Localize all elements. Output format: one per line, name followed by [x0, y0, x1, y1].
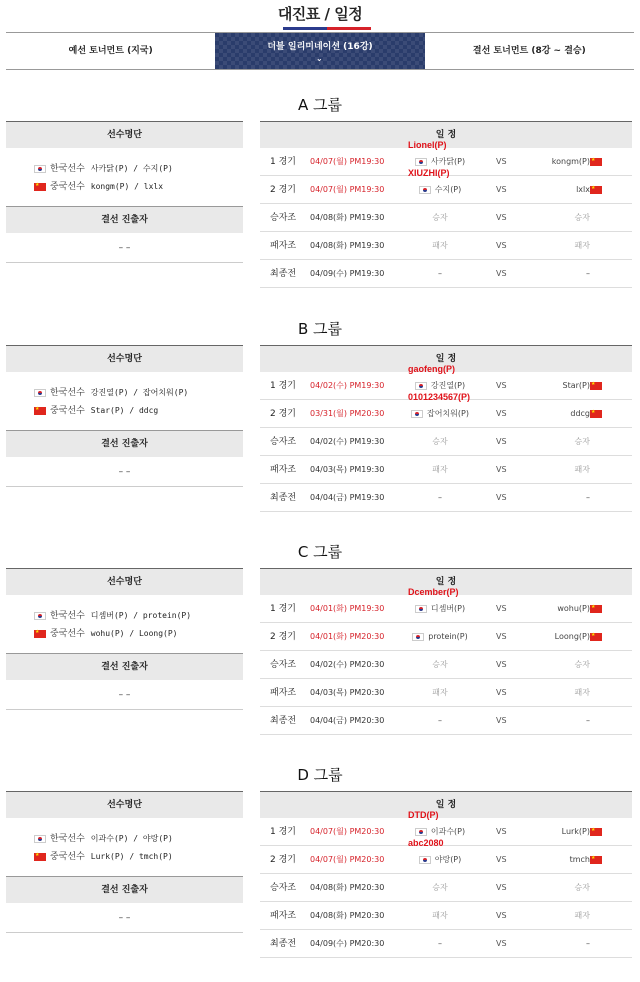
tab-double-elimination[interactable] — [215, 33, 424, 69]
handwritten-annotation: Dcember(P) — [408, 587, 459, 597]
chevron-down-icon: ⌄ — [315, 54, 323, 63]
match-label: 최종전 — [270, 269, 297, 279]
advancers-header: 결선 진출자 — [6, 876, 243, 903]
match-player2: 패자 — [574, 465, 590, 474]
match-player1: 패자 — [432, 241, 448, 250]
player1-name: 강진열(P) — [430, 381, 466, 390]
player2-name: tmch — [569, 855, 590, 864]
chinese-players-row — [34, 402, 243, 420]
chinese-players-label: 중국선수 — [50, 406, 85, 416]
match-label: 2 경기 — [270, 855, 296, 865]
chinese-players-row — [34, 178, 243, 196]
china-flag-icon — [34, 183, 46, 191]
match-date: 04/08(화) PM20:30 — [310, 911, 385, 920]
match-row-final — [260, 930, 632, 958]
match-date: 04/01(화) PM20:30 — [310, 632, 385, 641]
group-title: C 그룹 — [297, 543, 343, 561]
title-underline — [283, 27, 371, 30]
match-player2: – — [586, 716, 590, 725]
vs-label: VS — [496, 381, 507, 390]
korea-flag-icon — [415, 828, 427, 836]
match-player1: 패자 — [432, 465, 448, 474]
match-player2 — [518, 372, 608, 400]
korea-flag-icon — [415, 605, 427, 613]
match-row-game2 — [260, 838, 632, 874]
players-list — [6, 372, 243, 430]
players-list — [6, 148, 243, 206]
match-player2 — [518, 846, 608, 874]
match-date: 04/07(월) PM19:30 — [310, 185, 385, 194]
match-player1 — [390, 846, 490, 874]
match-label: 패자조 — [270, 465, 297, 475]
match-label: 승자조 — [270, 213, 297, 223]
chinese-players: Star(P) / ddcg — [90, 406, 159, 415]
tournament-tabs — [6, 32, 634, 70]
match-player1 — [390, 623, 490, 651]
match-row-final — [260, 707, 632, 735]
match-date: 04/02(수) PM20:30 — [310, 660, 385, 669]
match-row-winners — [260, 204, 632, 232]
korea-flag-icon — [415, 158, 427, 166]
vs-label: VS — [496, 604, 507, 613]
match-date: 04/04(금) PM19:30 — [310, 493, 385, 502]
vs-label: VS — [496, 241, 507, 250]
match-player2: 승자 — [574, 437, 590, 446]
match-player1: 승자 — [432, 437, 448, 446]
match-player1 — [390, 176, 490, 204]
match-player1 — [390, 400, 490, 428]
match-label: 2 경기 — [270, 185, 296, 195]
korean-players-label: 한국선수 — [50, 834, 85, 844]
match-player2 — [518, 400, 608, 428]
vs-label: VS — [496, 185, 507, 194]
match-row-losers — [260, 232, 632, 260]
match-player2: – — [586, 493, 590, 502]
china-flag-icon — [590, 382, 602, 390]
players-panel — [6, 568, 243, 710]
advancers-value: – – — [6, 680, 243, 710]
advancers-value: – – — [6, 457, 243, 487]
match-date: 04/08(화) PM19:30 — [310, 213, 385, 222]
match-player2: 패자 — [574, 911, 590, 920]
vs-label: VS — [496, 465, 507, 474]
china-flag-icon — [34, 630, 46, 638]
match-label: 2 경기 — [270, 409, 296, 419]
chinese-players: wohu(P) / Loong(P) — [90, 629, 178, 638]
match-date: 04/09(수) PM20:30 — [310, 939, 385, 948]
match-row-final — [260, 484, 632, 512]
handwritten-annotation: XIUZHI(P) — [408, 168, 450, 178]
group-title: B 그룹 — [297, 320, 343, 338]
match-player1: – — [438, 716, 442, 725]
chinese-players-row — [34, 625, 243, 643]
korean-players: 사카닭(P) / 수지(P) — [90, 164, 173, 173]
chinese-players-label: 중국선수 — [50, 629, 85, 639]
vs-label: VS — [496, 716, 507, 725]
match-label: 1 경기 — [270, 157, 296, 167]
player2-name: Loong(P) — [554, 632, 590, 641]
handwritten-annotation: DTD(P) — [408, 810, 439, 820]
schedule-panel — [260, 568, 632, 735]
korea-flag-icon — [419, 186, 431, 194]
korea-flag-icon — [34, 612, 46, 620]
match-date: 04/02(수) PM19:30 — [310, 381, 385, 390]
schedule-header: 일 정 — [260, 791, 632, 818]
handwritten-annotation: 0101234567(P) — [408, 392, 471, 402]
match-label: 1 경기 — [270, 381, 296, 391]
match-label: 패자조 — [270, 688, 297, 698]
match-date: 04/02(수) PM19:30 — [310, 437, 385, 446]
match-date: 04/09(수) PM19:30 — [310, 269, 385, 278]
vs-label: VS — [496, 493, 507, 502]
match-date: 04/03(목) PM19:30 — [310, 465, 385, 474]
match-label: 2 경기 — [270, 632, 296, 642]
advancers-header: 결선 진출자 — [6, 653, 243, 680]
match-row-game2 — [260, 623, 632, 651]
chinese-players: kongm(P) / lxlx — [90, 182, 164, 191]
group-section — [0, 95, 640, 305]
schedule-header: 일 정 — [260, 568, 632, 595]
chinese-players-label: 중국선수 — [50, 852, 85, 862]
schedule-panel — [260, 121, 632, 288]
group-section — [0, 319, 640, 529]
chinese-players-label: 중국선수 — [50, 182, 85, 192]
match-date: 04/03(목) PM20:30 — [310, 688, 385, 697]
vs-label: VS — [496, 883, 507, 892]
match-player1: 패자 — [432, 688, 448, 697]
advancers-header: 결선 진출자 — [6, 430, 243, 457]
match-label: 1 경기 — [270, 827, 296, 837]
match-label: 승자조 — [270, 660, 297, 670]
korea-flag-icon — [411, 410, 423, 418]
player1-name: 수지(P) — [434, 185, 462, 194]
player1-name: 디셈버(P) — [430, 604, 466, 613]
china-flag-icon — [590, 828, 602, 836]
korean-players: 디셈버(P) / protein(P) — [90, 611, 192, 620]
match-player1: 승자 — [432, 213, 448, 222]
handwritten-annotation: Lionel(P) — [408, 140, 447, 150]
match-date: 04/07(월) PM20:30 — [310, 827, 385, 836]
korean-players: 강진열(P) / 잡어치워(P) — [90, 388, 189, 397]
match-player1: 패자 — [432, 911, 448, 920]
match-date: 04/07(월) PM19:30 — [310, 157, 385, 166]
vs-label: VS — [496, 409, 507, 418]
match-label: 패자조 — [270, 241, 297, 251]
page-title: 대진표 / 일정 — [277, 5, 363, 23]
china-flag-icon — [34, 853, 46, 861]
match-player2: 패자 — [574, 241, 590, 250]
vs-label: VS — [496, 269, 507, 278]
group-section — [0, 542, 640, 752]
group-title: A 그룹 — [297, 96, 342, 114]
player1-name: 사카닭(P) — [430, 157, 466, 166]
match-label: 최종전 — [270, 493, 297, 503]
match-row-game2 — [260, 392, 632, 428]
players-header: 선수명단 — [6, 121, 243, 148]
korea-flag-icon — [34, 389, 46, 397]
players-panel — [6, 121, 243, 263]
match-player2 — [518, 176, 608, 204]
match-row-game2 — [260, 168, 632, 204]
korean-players: 이과수(P) / 야랑(P) — [90, 834, 173, 843]
match-date: 04/08(화) PM20:30 — [310, 883, 385, 892]
schedule-header: 일 정 — [260, 345, 632, 372]
players-panel — [6, 791, 243, 933]
china-flag-icon — [590, 633, 602, 641]
vs-label: VS — [496, 911, 507, 920]
korean-players-row — [34, 160, 243, 178]
player2-name: Star(P) — [562, 381, 590, 390]
korea-flag-icon — [34, 835, 46, 843]
match-player1: – — [438, 493, 442, 502]
china-flag-icon — [590, 410, 602, 418]
match-player2: 승자 — [574, 883, 590, 892]
china-flag-icon — [590, 856, 602, 864]
vs-label: VS — [496, 827, 507, 836]
match-player2: 패자 — [574, 688, 590, 697]
match-row-losers — [260, 679, 632, 707]
match-row-game1 — [260, 810, 632, 846]
group-title: D 그룹 — [297, 766, 343, 784]
schedule-panel — [260, 791, 632, 958]
vs-label: VS — [496, 213, 507, 222]
group-section — [0, 765, 640, 975]
match-player1: – — [438, 939, 442, 948]
match-player2 — [518, 148, 608, 176]
match-player2: 승자 — [574, 660, 590, 669]
players-list — [6, 818, 243, 876]
china-flag-icon — [590, 186, 602, 194]
match-player2: – — [586, 269, 590, 278]
match-row-final — [260, 260, 632, 288]
match-label: 승자조 — [270, 883, 297, 893]
match-label: 승자조 — [270, 437, 297, 447]
players-panel — [6, 345, 243, 487]
match-player1 — [390, 595, 490, 623]
match-row-winners — [260, 651, 632, 679]
china-flag-icon — [590, 605, 602, 613]
match-player1: – — [438, 269, 442, 278]
schedule-panel — [260, 345, 632, 512]
match-date: 04/01(화) PM19:30 — [310, 604, 385, 613]
handwritten-annotation: abc2080 — [408, 838, 444, 848]
match-player2 — [518, 623, 608, 651]
vs-label: VS — [496, 688, 507, 697]
china-flag-icon — [590, 158, 602, 166]
advancers-value: – – — [6, 903, 243, 933]
handwritten-annotation: gaofeng(P) — [408, 364, 455, 374]
korea-flag-icon — [412, 633, 424, 641]
player2-name: kongm(P) — [551, 157, 590, 166]
china-flag-icon — [34, 407, 46, 415]
player1-name: 야랑(P) — [434, 855, 462, 864]
match-player2: 승자 — [574, 213, 590, 222]
vs-label: VS — [496, 939, 507, 948]
players-header: 선수명단 — [6, 791, 243, 818]
korea-flag-icon — [419, 856, 431, 864]
match-date: 04/07(월) PM20:30 — [310, 855, 385, 864]
match-player2 — [518, 595, 608, 623]
players-header: 선수명단 — [6, 345, 243, 372]
chinese-players-row — [34, 848, 243, 866]
match-date: 03/31(월) PM20:30 — [310, 409, 385, 418]
schedule-header: 일 정 — [260, 121, 632, 148]
match-row-losers — [260, 902, 632, 930]
player2-name: ddcg — [570, 409, 590, 418]
player2-name: Lurk(P) — [561, 827, 590, 836]
korean-players-label: 한국선수 — [50, 164, 85, 174]
tab-preliminary[interactable]: 예선 토너먼트 (지국) — [68, 46, 153, 56]
players-list — [6, 595, 243, 653]
players-header: 선수명단 — [6, 568, 243, 595]
korean-players-row — [34, 830, 243, 848]
vs-label: VS — [496, 632, 507, 641]
player1-name: protein(P) — [428, 632, 468, 641]
korea-flag-icon — [415, 382, 427, 390]
player2-name: wohu(P) — [557, 604, 590, 613]
page-title-area — [0, 0, 640, 32]
match-player1: 승자 — [432, 883, 448, 892]
match-date: 04/04(금) PM20:30 — [310, 716, 385, 725]
match-row-winners — [260, 874, 632, 902]
vs-label: VS — [496, 855, 507, 864]
match-label: 최종전 — [270, 939, 297, 949]
match-row-winners — [260, 428, 632, 456]
match-player2 — [518, 818, 608, 846]
korean-players-label: 한국선수 — [50, 388, 85, 398]
player2-name: lxlx — [576, 185, 590, 194]
tab-finals[interactable]: 결선 토너먼트 (8강 ~ 결승) — [472, 46, 586, 56]
korean-players-label: 한국선수 — [50, 611, 85, 621]
match-label: 1 경기 — [270, 604, 296, 614]
player1-name: 잡어치워(P) — [427, 409, 469, 418]
match-player2: – — [586, 939, 590, 948]
match-label: 패자조 — [270, 911, 297, 921]
korean-players-row — [34, 607, 243, 625]
korean-players-row — [34, 384, 243, 402]
player1-name: 이과수(P) — [430, 827, 466, 836]
vs-label: VS — [496, 660, 507, 669]
vs-label: VS — [496, 157, 507, 166]
match-date: 04/08(화) PM19:30 — [310, 241, 385, 250]
korea-flag-icon — [34, 165, 46, 173]
match-row-game1 — [260, 587, 632, 623]
match-row-losers — [260, 456, 632, 484]
advancers-header: 결선 진출자 — [6, 206, 243, 233]
chinese-players: Lurk(P) / tmch(P) — [90, 852, 173, 861]
advancers-value: – – — [6, 233, 243, 263]
match-label: 최종전 — [270, 716, 297, 726]
tab-double-elimination-label: 더블 일리미네이션 (16강) — [267, 42, 373, 52]
vs-label: VS — [496, 437, 507, 446]
match-player1: 승자 — [432, 660, 448, 669]
